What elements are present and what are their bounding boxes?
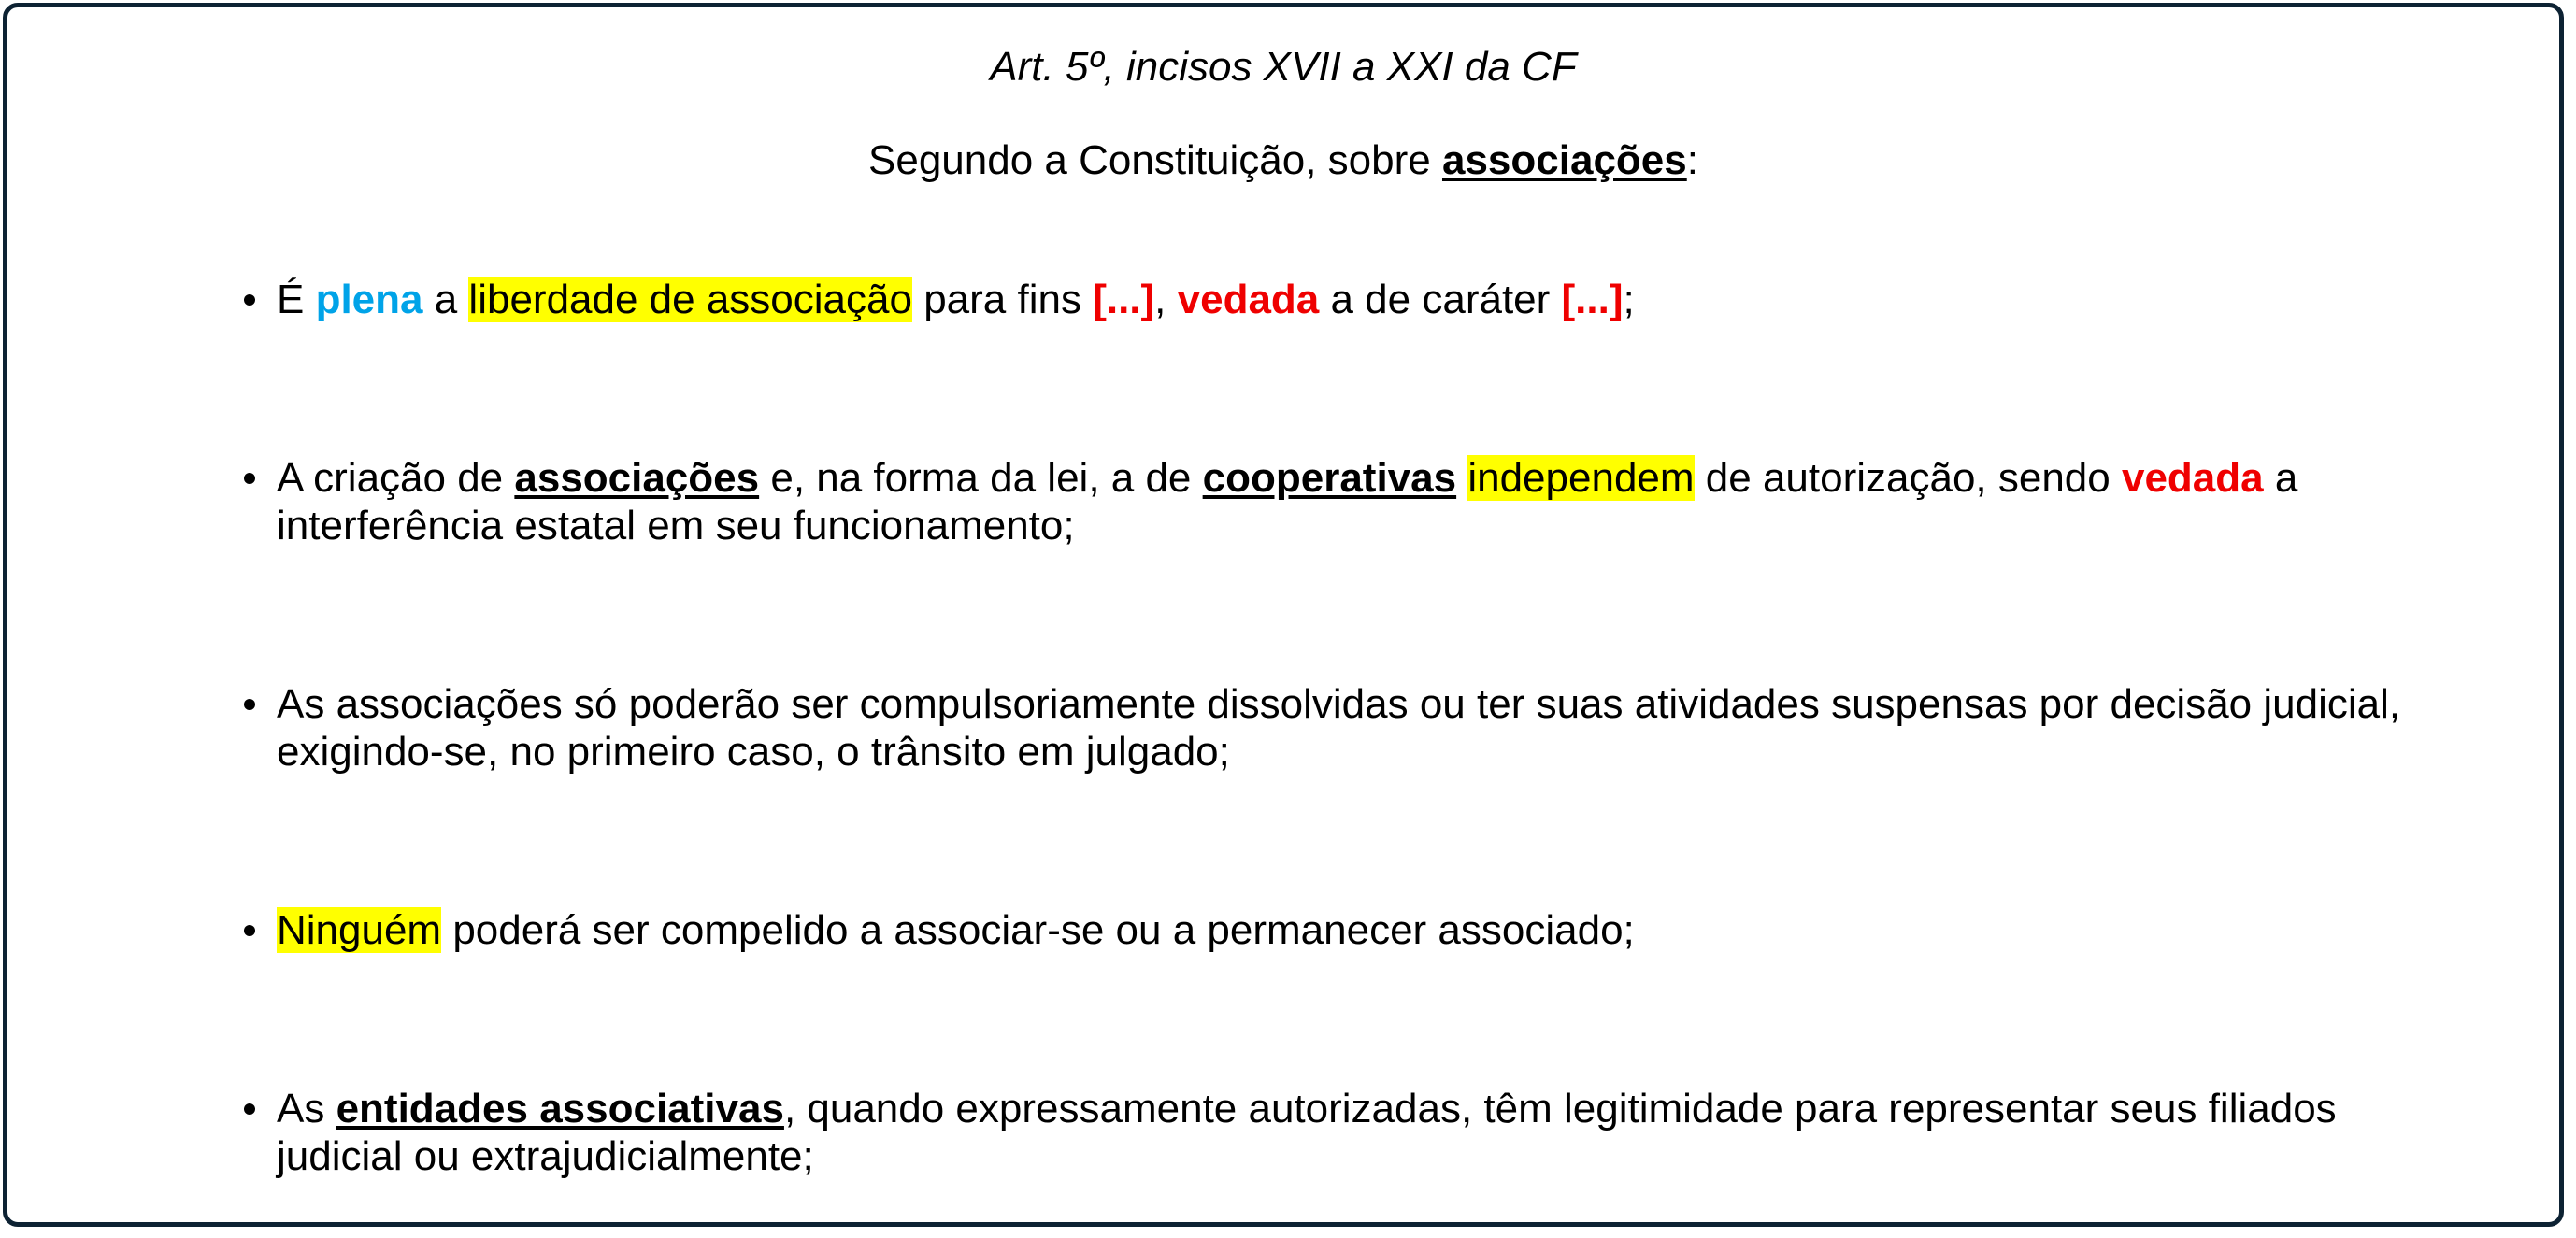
intro-text: Segundo a Constituição, sobre [868, 137, 1442, 183]
list-item [232, 906, 2419, 954]
text-segment: ; [1623, 277, 1635, 322]
highlighted-text: liberdade de associação [468, 277, 912, 322]
text-segment: de autorização, sendo [1694, 455, 2122, 501]
highlighted-text: Ninguém [277, 907, 442, 953]
keyword-underlined: cooperativas [1202, 455, 1457, 501]
text-segment: É [277, 277, 316, 322]
list-item [232, 1085, 2419, 1180]
text-segment: a [422, 277, 469, 322]
emphasis-red: vedada [2121, 455, 2264, 501]
emphasis-red: vedada [1177, 277, 1320, 322]
blank-placeholder: [...] [1093, 277, 1155, 322]
text-segment: A criação de [277, 455, 515, 501]
text-segment: As [277, 1086, 336, 1131]
text-segment: poderá ser compelido a associar-se ou a permanecer associado; [441, 907, 1635, 953]
text-segment: e, na forma da lei, a de [759, 455, 1203, 501]
text-segment: , quando expressamente autorizadas, têm legitimidade para representar seus filiados judicial ou extrajudicialmente; [277, 1086, 2337, 1179]
text-segment: a de caráter [1319, 277, 1562, 322]
content-frame [3, 3, 2564, 1227]
highlighted-text: independem [1467, 455, 1695, 501]
text-segment: As associações só poderão ser compulsoriamente dissolvidas ou ter suas atividades suspensas por decisão judicial, exigindo-se, no primeiro caso, o trânsito em julgado; [277, 681, 2401, 775]
keyword-underlined: associações [514, 455, 760, 501]
keyword-underlined: entidades associativas [336, 1086, 784, 1131]
blank-placeholder: [...] [1561, 277, 1624, 322]
intro-line [7, 133, 2559, 189]
text-segment: a interferência estatal em seu funcionamento; [277, 455, 2298, 548]
list-item [232, 276, 2419, 323]
text-segment [1456, 455, 1467, 501]
list-item [232, 680, 2419, 776]
text-segment: , [1154, 277, 1178, 322]
text-segment: para fins [911, 277, 1094, 322]
intro-colon: : [1686, 137, 1698, 183]
list-item [232, 454, 2419, 549]
intro-keyword: associações [1441, 137, 1687, 183]
page-title: Art. 5º, incisos XVII a XXI da CF [990, 44, 1577, 90]
emphasis-blue: plena [315, 277, 423, 322]
